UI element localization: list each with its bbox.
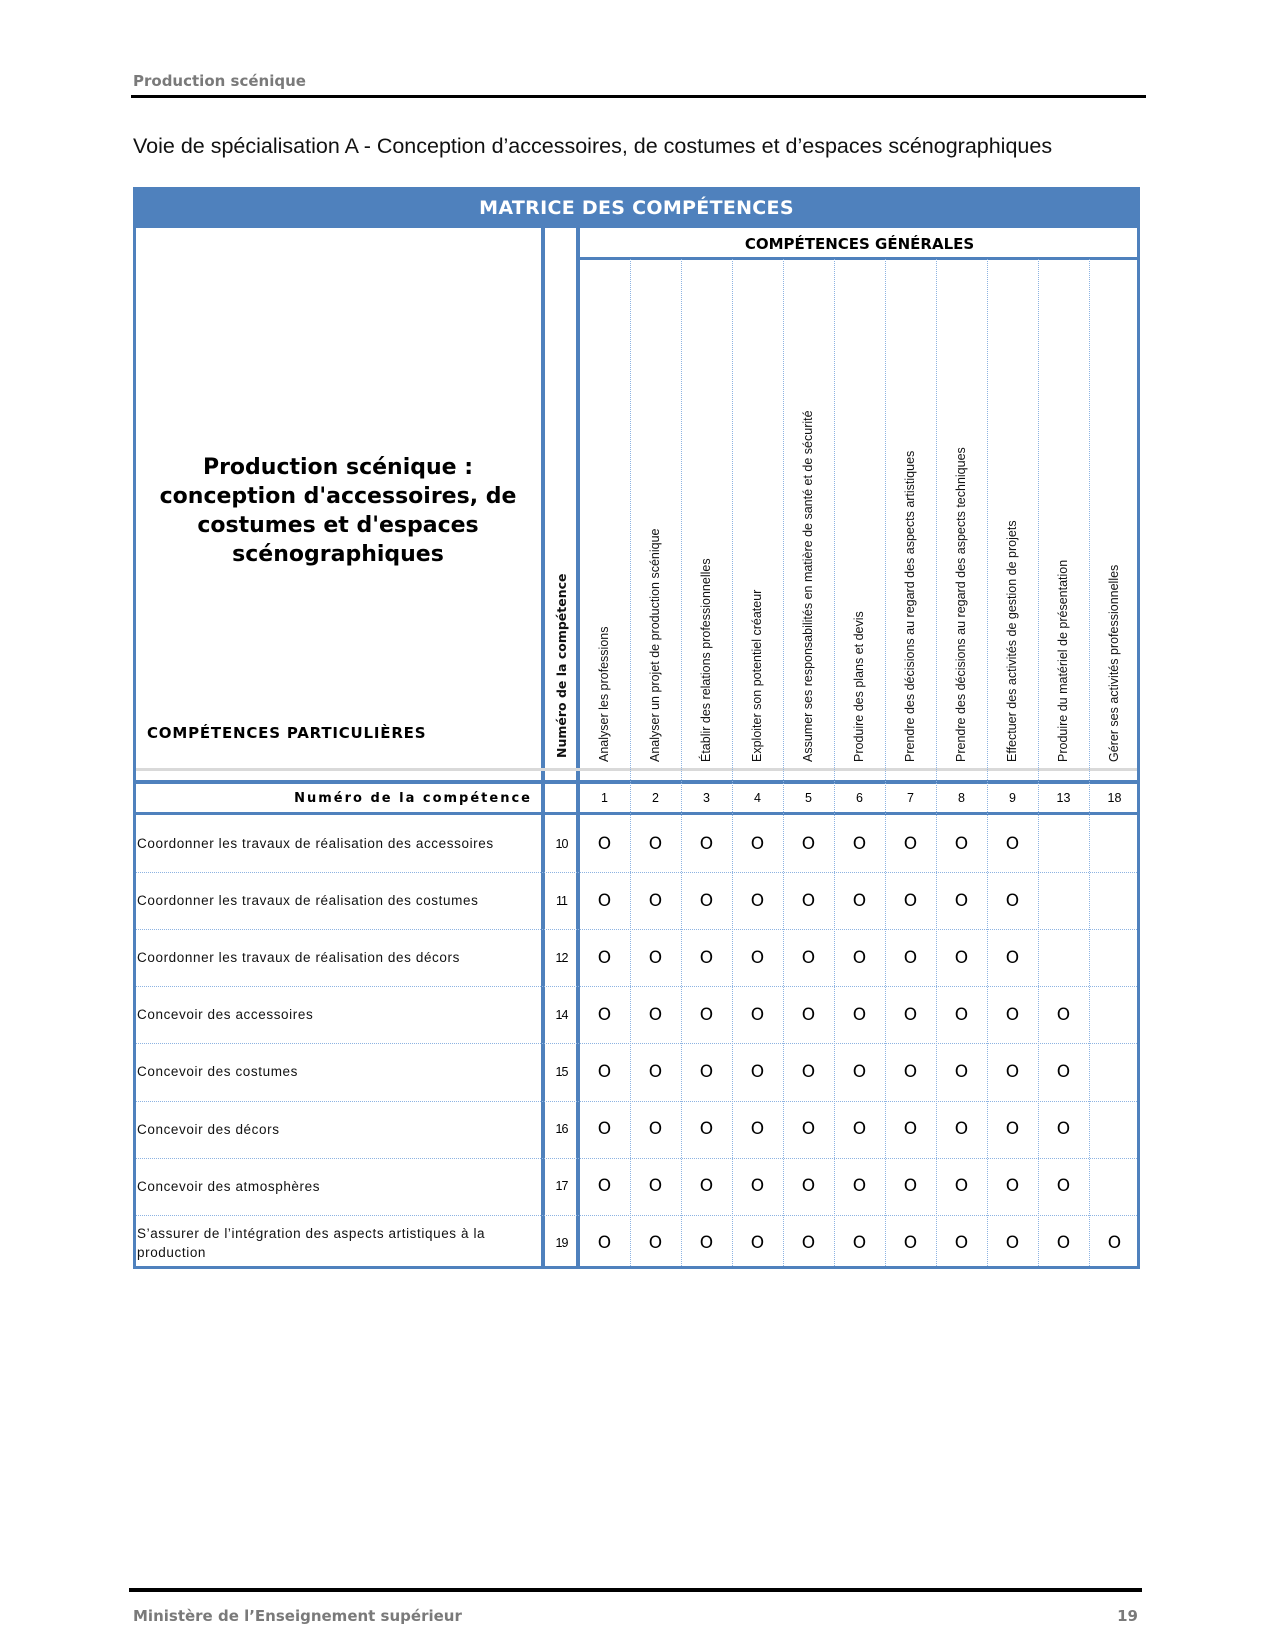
competency-mark: O xyxy=(597,1176,612,1197)
particular-competency-label: Concevoir des atmosphères xyxy=(137,1178,321,1194)
particular-competency-label: Coordonner les travaux de réalisation des décors xyxy=(137,950,460,966)
competency-mark: O xyxy=(1005,1061,1020,1082)
competency-mark: O xyxy=(699,1119,714,1140)
general-competency-header: Exploiter son potentiel créateur xyxy=(750,589,764,762)
matrix-title: MATRICE DES COMPÉTENCES xyxy=(133,187,1140,228)
competency-mark: O xyxy=(1005,833,1020,854)
general-competency-number: 1 xyxy=(601,791,608,805)
particular-competency-number: 14 xyxy=(555,1007,568,1022)
competency-mark: O xyxy=(1056,1233,1071,1254)
particular-competency-label: S’assurer de l’intégration des aspects artistiques à la production xyxy=(137,1226,486,1261)
general-competency-number: 5 xyxy=(805,791,812,805)
general-competency-header: Analyser les professions xyxy=(597,626,611,762)
running-head: Production scénique xyxy=(133,72,306,90)
competency-mark: O xyxy=(1005,947,1020,968)
general-competency-number: 2 xyxy=(652,791,659,805)
competency-mark: O xyxy=(852,1233,867,1254)
competency-mark: O xyxy=(1005,1233,1020,1254)
general-header-rule xyxy=(579,257,1140,260)
competency-mark: O xyxy=(648,947,663,968)
competency-mark: O xyxy=(954,1004,969,1025)
competency-mark: O xyxy=(801,1119,816,1140)
competency-mark: O xyxy=(852,1119,867,1140)
competency-mark: O xyxy=(954,1061,969,1082)
particular-competencies-label: COMPÉTENCES PARTICULIÈRES xyxy=(147,724,427,742)
general-competency-number: 7 xyxy=(907,791,914,805)
competency-mark: O xyxy=(903,1119,918,1140)
competency-mark: O xyxy=(648,833,663,854)
competency-mark: O xyxy=(699,1004,714,1025)
general-competency-header: Gérer ses activités professionnelles xyxy=(1107,564,1121,762)
competency-mark: O xyxy=(903,890,918,911)
competency-mark: O xyxy=(699,947,714,968)
general-competency-number: 13 xyxy=(1056,791,1071,805)
competency-mark: O xyxy=(750,1119,765,1140)
competency-mark: O xyxy=(750,1176,765,1197)
particular-competency-number: 11 xyxy=(556,893,567,908)
competency-mark: O xyxy=(597,890,612,911)
competency-mark: O xyxy=(801,1004,816,1025)
competency-mark: O xyxy=(903,947,918,968)
particular-competency-number: 12 xyxy=(555,950,568,965)
competency-mark: O xyxy=(648,1233,663,1254)
competency-mark: O xyxy=(699,890,714,911)
competency-mark: O xyxy=(1056,1119,1071,1140)
general-competencies-label: COMPÉTENCES GÉNÉRALES xyxy=(744,235,975,253)
competency-mark: O xyxy=(954,890,969,911)
competency-mark: O xyxy=(954,947,969,968)
competency-mark: O xyxy=(903,1233,918,1254)
competency-mark: O xyxy=(801,947,816,968)
competency-mark: O xyxy=(801,1061,816,1082)
competency-mark: O xyxy=(750,947,765,968)
particular-competency-label: Coordonner les travaux de réalisation des accessoires xyxy=(137,836,494,852)
competency-mark: O xyxy=(750,1233,765,1254)
competency-mark: O xyxy=(699,833,714,854)
competency-mark: O xyxy=(699,1176,714,1197)
competency-mark: O xyxy=(954,1176,969,1197)
competency-mark: O xyxy=(903,1176,918,1197)
particular-competency-label: Concevoir des costumes xyxy=(137,1064,299,1080)
competency-mark: O xyxy=(699,1233,714,1254)
competency-mark: O xyxy=(801,833,816,854)
footer-rule xyxy=(129,1588,1142,1592)
competency-mark: O xyxy=(801,1233,816,1254)
general-competency-header: Assumer ses responsabilités en matière de santé et de sécurité xyxy=(801,410,815,762)
general-competency-number: 6 xyxy=(856,791,863,805)
general-competency-number: 4 xyxy=(754,791,761,805)
competency-mark: O xyxy=(648,1176,663,1197)
competency-mark: O xyxy=(852,1061,867,1082)
competency-mark: O xyxy=(954,1119,969,1140)
general-competency-number: 3 xyxy=(703,791,710,805)
competency-mark: O xyxy=(852,947,867,968)
table-border-right xyxy=(1137,187,1140,1269)
competency-mark: O xyxy=(750,890,765,911)
competency-mark: O xyxy=(954,833,969,854)
competency-mark: O xyxy=(852,1004,867,1025)
competency-mark: O xyxy=(903,1061,918,1082)
competency-mark: O xyxy=(750,1004,765,1025)
competency-mark: O xyxy=(852,890,867,911)
page-number: 19 xyxy=(1117,1607,1138,1625)
competency-mark: O xyxy=(1056,1004,1071,1025)
general-competency-number: 9 xyxy=(1009,791,1016,805)
particular-competency-label: Concevoir des décors xyxy=(137,1121,280,1137)
competency-mark: O xyxy=(597,947,612,968)
general-competency-number: 8 xyxy=(958,791,965,805)
header-rule xyxy=(131,95,1146,98)
particular-competency-number: 10 xyxy=(555,836,568,851)
competency-mark: O xyxy=(699,1061,714,1082)
particular-competency-number: 17 xyxy=(555,1179,568,1194)
footer-ministry: Ministère de l’Enseignement supérieur xyxy=(133,1607,462,1625)
competency-mark: O xyxy=(648,1119,663,1140)
competency-mark: O xyxy=(597,833,612,854)
general-competency-header: Analyser un projet de production scénique xyxy=(648,528,662,762)
table-border-left xyxy=(133,187,136,1269)
competency-mark: O xyxy=(648,1061,663,1082)
competency-mark: O xyxy=(597,1233,612,1254)
competency-mark: O xyxy=(648,1004,663,1025)
general-competency-header: Établir des relations professionnelles xyxy=(699,558,713,762)
competency-mark: O xyxy=(801,1176,816,1197)
particular-competency-number: 19 xyxy=(555,1236,568,1251)
general-competency-header: Prendre des décisions au regard des aspects techniques xyxy=(954,447,968,762)
competency-number-row-label: Numéro de la compétence xyxy=(294,790,532,806)
competency-mark: O xyxy=(903,833,918,854)
program-title: Production scénique : conception d'accessoires, de costumes et d'espaces scénographiques xyxy=(159,455,517,567)
section-title: Voie de spécialisation A - Conception d’accessoires, de costumes et d’espaces scénographiques xyxy=(133,134,1053,158)
competency-mark: O xyxy=(750,833,765,854)
general-competency-number: 18 xyxy=(1107,791,1122,805)
general-competency-header: Produire des plans et devis xyxy=(852,611,866,762)
competency-mark: O xyxy=(852,833,867,854)
competency-number-header: Numéro de la compétence xyxy=(554,573,569,758)
particular-competency-number: 15 xyxy=(555,1064,568,1079)
competency-mark: O xyxy=(597,1119,612,1140)
competency-mark: O xyxy=(1056,1176,1071,1197)
particular-competency-number: 16 xyxy=(555,1122,568,1137)
competency-mark: O xyxy=(1056,1061,1071,1082)
competency-mark: O xyxy=(1005,1119,1020,1140)
competency-mark: O xyxy=(1005,1176,1020,1197)
general-competency-header: Produire du matériel de présentation xyxy=(1056,559,1070,762)
general-competency-header: Prendre des décisions au regard des aspects artistiques xyxy=(903,450,917,762)
competency-mark: O xyxy=(597,1004,612,1025)
competency-mark: O xyxy=(1005,890,1020,911)
competency-mark: O xyxy=(954,1233,969,1254)
competency-mark: O xyxy=(1005,1004,1020,1025)
column-divider xyxy=(1089,259,1090,1266)
competency-mark: O xyxy=(852,1176,867,1197)
particular-competency-label: Coordonner les travaux de réalisation des costumes xyxy=(137,893,479,909)
competency-mark: O xyxy=(750,1061,765,1082)
general-competency-header: Effectuer des activités de gestion de projets xyxy=(1005,520,1019,762)
competency-mark: O xyxy=(903,1004,918,1025)
competency-matrix xyxy=(133,187,1140,1269)
particular-competency-label: Concevoir des accessoires xyxy=(137,1007,314,1023)
competency-mark: O xyxy=(648,890,663,911)
competency-mark: O xyxy=(801,890,816,911)
competency-mark: O xyxy=(597,1061,612,1082)
competency-mark: O xyxy=(1107,1233,1122,1254)
